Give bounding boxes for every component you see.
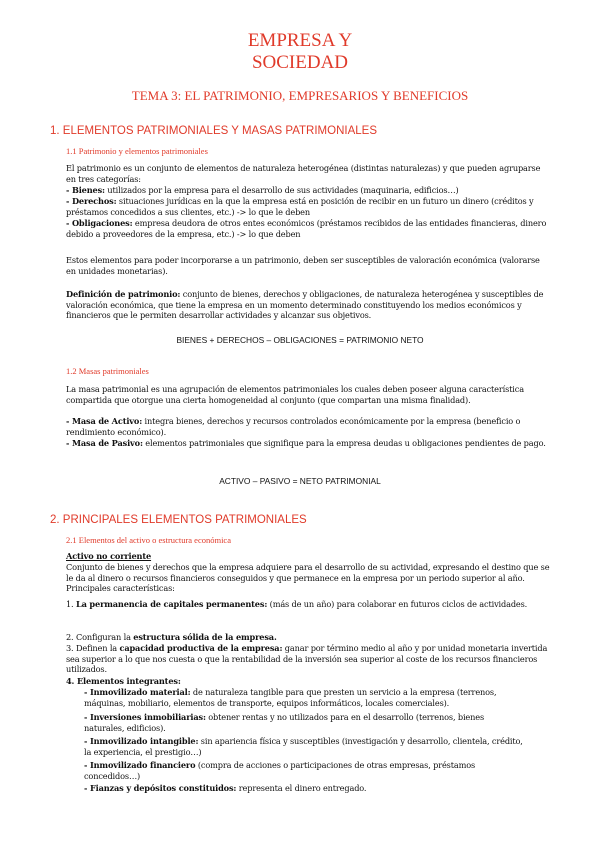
caracteristica-1-number: 1. <box>66 599 76 609</box>
elemento-inmovilizado-intangible <box>84 736 524 757</box>
subsection-2-1-heading: 2.1 Elementos del activo o estructura económica <box>66 535 231 545</box>
caracteristica-3-text: ganar por término medio al año y por unidad monetaria invertida sea superior a lo que nos cuesta o que la rentabilidad de la inversión sea superior al coste de los recursos financieros utilizados. <box>66 643 548 675</box>
derechos-label: - Derechos: <box>66 196 117 206</box>
patrimonio-intro: El patrimonio es un conjunto de elementos de naturaleza heterogénea (distintas naturalezas) y que pueden agruparse en tres categorías: <box>66 163 541 184</box>
section-2-heading: 2. PRINCIPALES ELEMENTOS PATRIMONIALES <box>50 514 307 526</box>
derechos-item <box>66 196 550 217</box>
caracteristica-2-prefix: 2. Configuran la <box>66 632 134 642</box>
fianzas-depositos-label: - Fianzas y depósitos constituidos: <box>84 783 237 793</box>
bienes-text: utilizados por la empresa para el desarrollo de sus actividades (maquinaria, edificios…) <box>104 185 459 195</box>
caracteristica-3 <box>66 643 550 675</box>
masa-activo-item <box>66 416 550 437</box>
bienes-item <box>66 185 550 196</box>
obligaciones-item <box>66 218 550 239</box>
elemento-inversiones-inmobiliarias <box>84 712 524 733</box>
definicion-text: conjunto de bienes, derechos y obligaciones, de naturaleza heterogénea y susceptibles de valoración económica, que tiene la empresa en un momento determinado constituyendo los medios económicos y financieros que le permiten desarrollar actividades y alcanzar sus objetivos. <box>66 289 544 321</box>
masa-pasivo-label: - Masa de Pasivo: <box>66 438 143 448</box>
activo-no-corriente-label: Activo no corriente <box>66 551 152 561</box>
masa-activo-text: integra bienes, derechos y recursos controlados económicamente por la empresa (beneficio o rendimiento económico). <box>66 416 521 437</box>
caracteristica-2 <box>66 632 550 643</box>
elemento-inmovilizado-financiero <box>84 760 524 781</box>
title-line-1: EMPRESA Y <box>247 30 353 51</box>
activo-no-corriente-paragraph: Conjunto de bienes y derechos que la empresa adquiere para el desarrollo de su actividad, expresando el destino que se le da al dinero o recursos financieros conseguidos y que permanece en la empresa por un periodo superior al año. Principales características: <box>66 562 550 594</box>
document-title <box>0 30 600 74</box>
masa-activo-label: - Masa de Activo: <box>66 416 143 426</box>
inversiones-inmobiliarias-label: - Inversiones inmobiliarias: <box>84 712 206 722</box>
subsection-1-1-heading: 1.1 Patrimonio y elementos patrimoniales <box>66 146 208 156</box>
masa-pasivo-item <box>66 438 550 449</box>
section-1-heading: 1. ELEMENTOS PATRIMONIALES Y MASAS PATRIMONIALES <box>50 125 377 137</box>
inmovilizado-material-text: de naturaleza tangible para que presten un servicio a la empresa (terrenos, máquinas, mobiliario, elementos de transporte, equipos informáticos, locales comerciales). <box>84 687 497 708</box>
caracteristica-4-label: 4. Elementos integrantes: <box>66 676 181 686</box>
obligaciones-label: - Obligaciones: <box>66 218 133 228</box>
caracteristica-1-text: (más de un año) para colaborar en futuros ciclos de actividades. <box>267 599 528 609</box>
caracteristica-2-label: estructura sólida de la empresa. <box>133 632 277 642</box>
definicion-patrimonio <box>66 289 550 321</box>
masa-patrimonial-paragraph: La masa patrimonial es una agrupación de elementos patrimoniales los cuales deben poseer alguna característica compartida que otorgue una cierta homogeneidad al conjunto (que compartan una misma finalidad). <box>66 384 524 405</box>
inmovilizado-financiero-label: - Inmovilizado financiero <box>84 760 196 770</box>
inmovilizado-intangible-label: - Inmovilizado intangible: <box>84 736 199 746</box>
inmovilizado-intangible-text: sin apariencia física y susceptibles (investigación y desarrollo, clientela, crédito, la experiencia, el prestigio…) <box>84 736 523 757</box>
formula-neto-patrimonial: ACTIVO – PASIVO = NETO PATRIMONIAL <box>219 476 381 486</box>
inversiones-inmobiliarias-text: obtener rentas y no utilizados para en el desarrollo (terrenos, bienes naturales, edificios). <box>84 712 484 733</box>
definicion-label: Definición de patrimonio: <box>66 289 181 299</box>
caracteristica-4 <box>66 676 550 687</box>
formula-patrimonio-neto: BIENES + DERECHOS – OBLIGACIONES = PATRIMONIO NETO <box>176 335 424 345</box>
valoracion-paragraph: Estos elementos para poder incorporarse a un patrimonio, deben ser susceptibles de valoración económica (valorarse en unidades monetarias). <box>66 255 540 276</box>
subsection-1-2-heading: 1.2 Masas patrimoniales <box>66 366 149 376</box>
derechos-text: situaciones jurídicas en la que la empresa está en posición de recibir en un futuro un dinero (créditos y préstamos concedidos a sus clientes, etc.) -> lo que le deben <box>66 196 534 217</box>
document-subtitle: TEMA 3: EL PATRIMONIO, EMPRESARIOS Y BENEFICIOS <box>131 88 469 103</box>
caracteristica-1 <box>66 599 550 610</box>
activo-no-corriente-title <box>66 551 550 562</box>
inmovilizado-material-label: - Inmovilizado material: <box>84 687 191 697</box>
elemento-fianzas-depositos <box>84 783 524 794</box>
elemento-inmovilizado-material <box>84 687 524 708</box>
caracteristica-1-label: La permanencia de capitales permanentes: <box>75 599 268 609</box>
caracteristica-3-label: capacidad productiva de la empresa: <box>119 643 283 653</box>
masa-pasivo-text: elementos patrimoniales que signifique para la empresa deudas u obligaciones pendientes de pago. <box>142 438 546 448</box>
inmovilizado-financiero-text: (compra de acciones o participaciones de otras empresas, préstamos concedidos…) <box>84 760 476 781</box>
obligaciones-text: empresa deudora de otros entes económicos (préstamos recibidos de las entidades financieras, dinero debido a proveedores de la empresa, etc.) -> lo que deben <box>66 218 547 239</box>
bienes-label: - Bienes: <box>66 185 105 195</box>
fianzas-depositos-text: representa el dinero entregado. <box>236 783 367 793</box>
caracteristica-3-prefix: 3. Definen la <box>66 643 120 653</box>
title-line-2: SOCIEDAD <box>251 52 349 73</box>
